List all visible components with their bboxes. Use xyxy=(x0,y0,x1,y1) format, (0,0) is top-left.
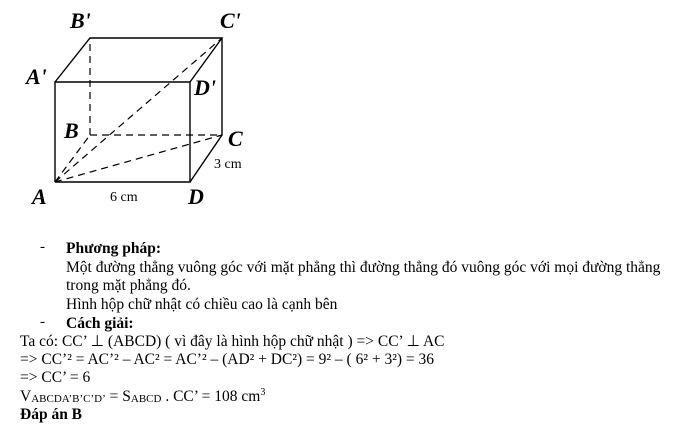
perpendicular-symbol-2: ⊥ xyxy=(406,333,420,350)
perpendicular-symbol-1: ⊥ xyxy=(90,333,105,350)
solution-line-1-c: AC xyxy=(419,333,445,350)
solution-line-1-b: (ABCD) ( vì đây là hình hộp chữ nhật ) => CC’ xyxy=(104,333,407,350)
method-line-1: Một đường thẳng vuông góc với mặt phẳng thì đường thẳng đó vuông góc với mọi đường thẳng xyxy=(66,259,661,276)
method-bullet: - xyxy=(40,239,45,255)
diagonal-AC1 xyxy=(55,38,222,182)
solution-line-4 xyxy=(20,387,265,406)
area-subscript: ABCD xyxy=(130,393,162,405)
volume-result: . CC’ = 108 cm xyxy=(161,388,261,405)
cubic-exponent: 3 xyxy=(260,387,266,398)
solution-line-1-a: Ta có: CC’ xyxy=(20,333,91,350)
solution-line-1 xyxy=(20,332,445,351)
vertex-label-C: C xyxy=(228,126,243,151)
vertex-label-D: D xyxy=(188,184,204,209)
vertex-label-A1: A' xyxy=(26,64,47,89)
volume-symbol: V xyxy=(20,388,32,405)
solution-line-2: => CC’² = AC’² – AC² = AC’² – (AD² + DC²) = 9² – ( 6² + 3²) = 36 xyxy=(20,351,435,368)
volume-subscript: ABCDA’B’C’D’ xyxy=(31,393,106,405)
area-prefix: = S xyxy=(105,388,131,405)
method-line-3: Hình hộp chữ nhật có chiều cao là cạnh bên xyxy=(66,296,338,313)
answer-text: Đáp án B xyxy=(20,406,83,423)
solution-line-3: => CC’ = 6 xyxy=(20,369,91,386)
method-heading: Phương pháp: xyxy=(66,240,161,257)
diagonal-AC xyxy=(55,135,222,182)
measure-width: 6 cm xyxy=(110,190,138,205)
vertex-label-B1: B' xyxy=(70,8,91,33)
vertex-label-B: B xyxy=(64,118,79,143)
solution-heading: Cách giải: xyxy=(66,315,134,332)
measure-depth: 3 cm xyxy=(214,157,242,172)
vertex-label-D1: D' xyxy=(194,75,216,100)
method-line-2: trong mặt phẳng đó. xyxy=(66,277,191,294)
vertex-label-A: A xyxy=(32,184,47,209)
solution-bullet: - xyxy=(40,314,45,330)
vertex-label-C1: C' xyxy=(220,8,241,33)
